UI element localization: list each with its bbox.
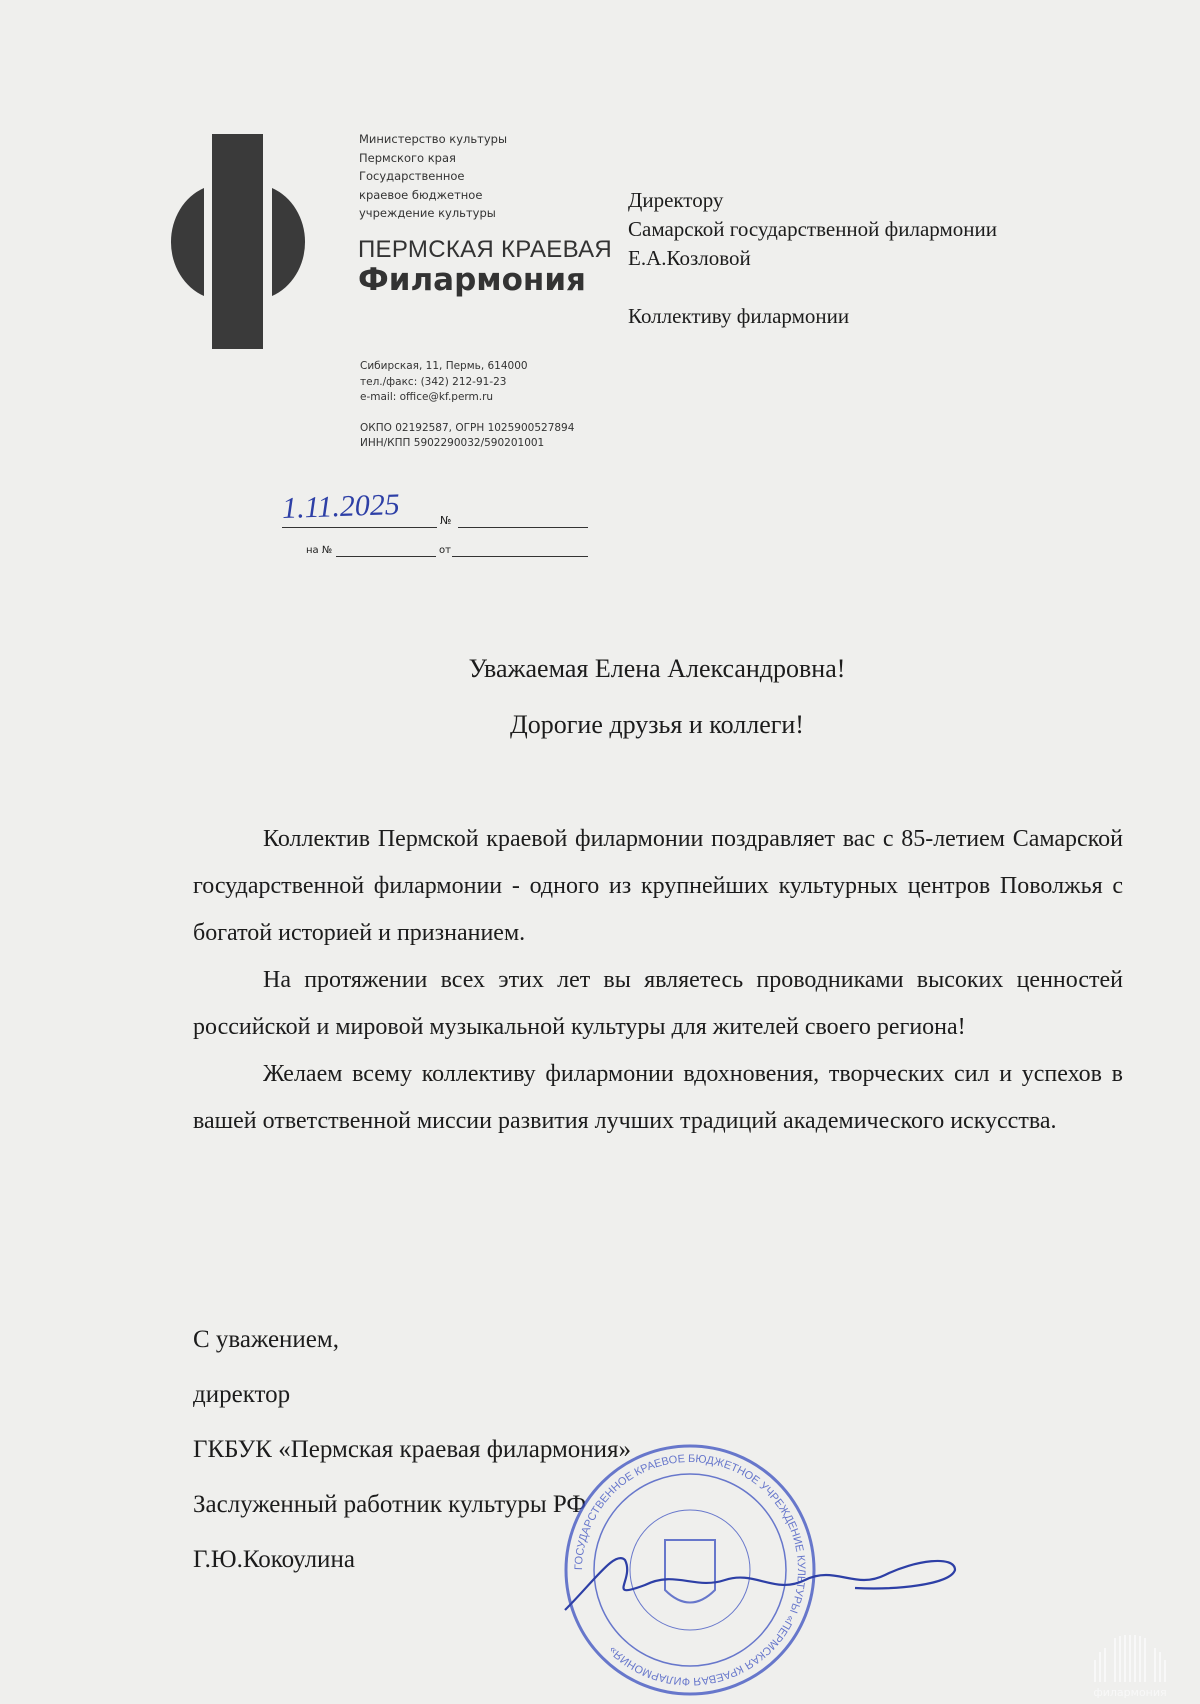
watermark-logo xyxy=(1070,1610,1195,1700)
date-line xyxy=(282,527,437,528)
closing-line: С уважением, xyxy=(193,1326,339,1353)
org-line: Пермского края xyxy=(359,150,456,165)
paragraph: На протяжении всех этих лет вы являетесь проводниками высоких ценностей российской и мировой музыкальной культуры для жителей своего региона! xyxy=(193,967,1123,1040)
philharmonic-logo xyxy=(150,132,330,352)
paragraph: Коллектив Пермской краевой филармонии поздравляет вас с 85-летием Самарской государственной филармонии - одного из крупнейших культурных центров Поволжья с богатой историей и признанием. xyxy=(193,826,1123,946)
addressee-line: Самарской государственной филармонии xyxy=(628,217,997,241)
closing-line: Г.Ю.Кокоулина xyxy=(193,1546,355,1573)
handwritten-date: 1.11.2025 xyxy=(281,487,401,526)
email: e-mail: office@kf.perm.ru xyxy=(360,391,494,403)
addressee-line: Е.А.Козловой xyxy=(628,246,751,270)
reply-label: на № xyxy=(306,545,333,556)
closing-line: директор xyxy=(193,1381,291,1408)
org-line: Министерство культуры xyxy=(359,132,508,146)
registry-line: ОКПО 02192587, ОГРН 1025900527894 xyxy=(360,421,575,434)
brand-line-2: Филармония xyxy=(358,262,586,298)
contacts xyxy=(360,359,574,452)
signature xyxy=(555,1540,975,1620)
svg-text:ГОСУДАРСТВЕННОЕ КРАЕВОЕ БЮДЖЕТ: ГОСУДАРСТВЕННОЕ КРАЕВОЕ БЮДЖЕТНОЕ УЧРЕЖДЕНИЕ КУЛЬТУРЫ «ПЕРМСКАЯ КРАЕВАЯ ФИЛАРМОНИЯ» xyxy=(572,1452,808,1688)
closing-line: Заслуженный работник культуры РФ xyxy=(193,1491,587,1518)
from-label: от xyxy=(439,545,451,556)
closing-line: ГКБУК «Пермская краевая филармония» xyxy=(193,1436,632,1463)
paragraph: Желаем всему коллективу филармонии вдохновения, творческих сил и успехов в вашей ответственной миссии развития лучших традиций академического искусства. xyxy=(193,1061,1123,1134)
reply-number-line xyxy=(336,556,436,557)
organization-lines xyxy=(359,130,507,223)
org-line: Государственное xyxy=(359,169,465,183)
brand-line-1: ПЕРМСКАЯ КРАЕВАЯ xyxy=(358,236,613,263)
greeting-line-1: Уважаемая Елена Александровна! xyxy=(468,654,846,683)
number-line xyxy=(458,527,588,528)
from-line xyxy=(452,556,588,557)
svg-text:филармония: филармония xyxy=(1093,1686,1167,1699)
greeting-line-2: Дорогие друзья и коллеги! xyxy=(510,710,804,739)
number-label: № xyxy=(440,514,452,527)
org-line: краевое бюджетное xyxy=(359,187,483,202)
address: Сибирская, 11, Пермь, 614000 xyxy=(360,360,528,372)
letter-body xyxy=(193,816,1123,1145)
org-line: учреждение культуры xyxy=(359,206,496,220)
addressee xyxy=(628,186,997,331)
addressee-collective: Коллективу филармонии xyxy=(628,304,850,328)
addressee-line: Директору xyxy=(628,188,724,212)
phone: тел./факс: (342) 212-91-23 xyxy=(360,375,507,388)
registry-line: ИНН/КПП 5902290032/590201001 xyxy=(360,437,545,449)
